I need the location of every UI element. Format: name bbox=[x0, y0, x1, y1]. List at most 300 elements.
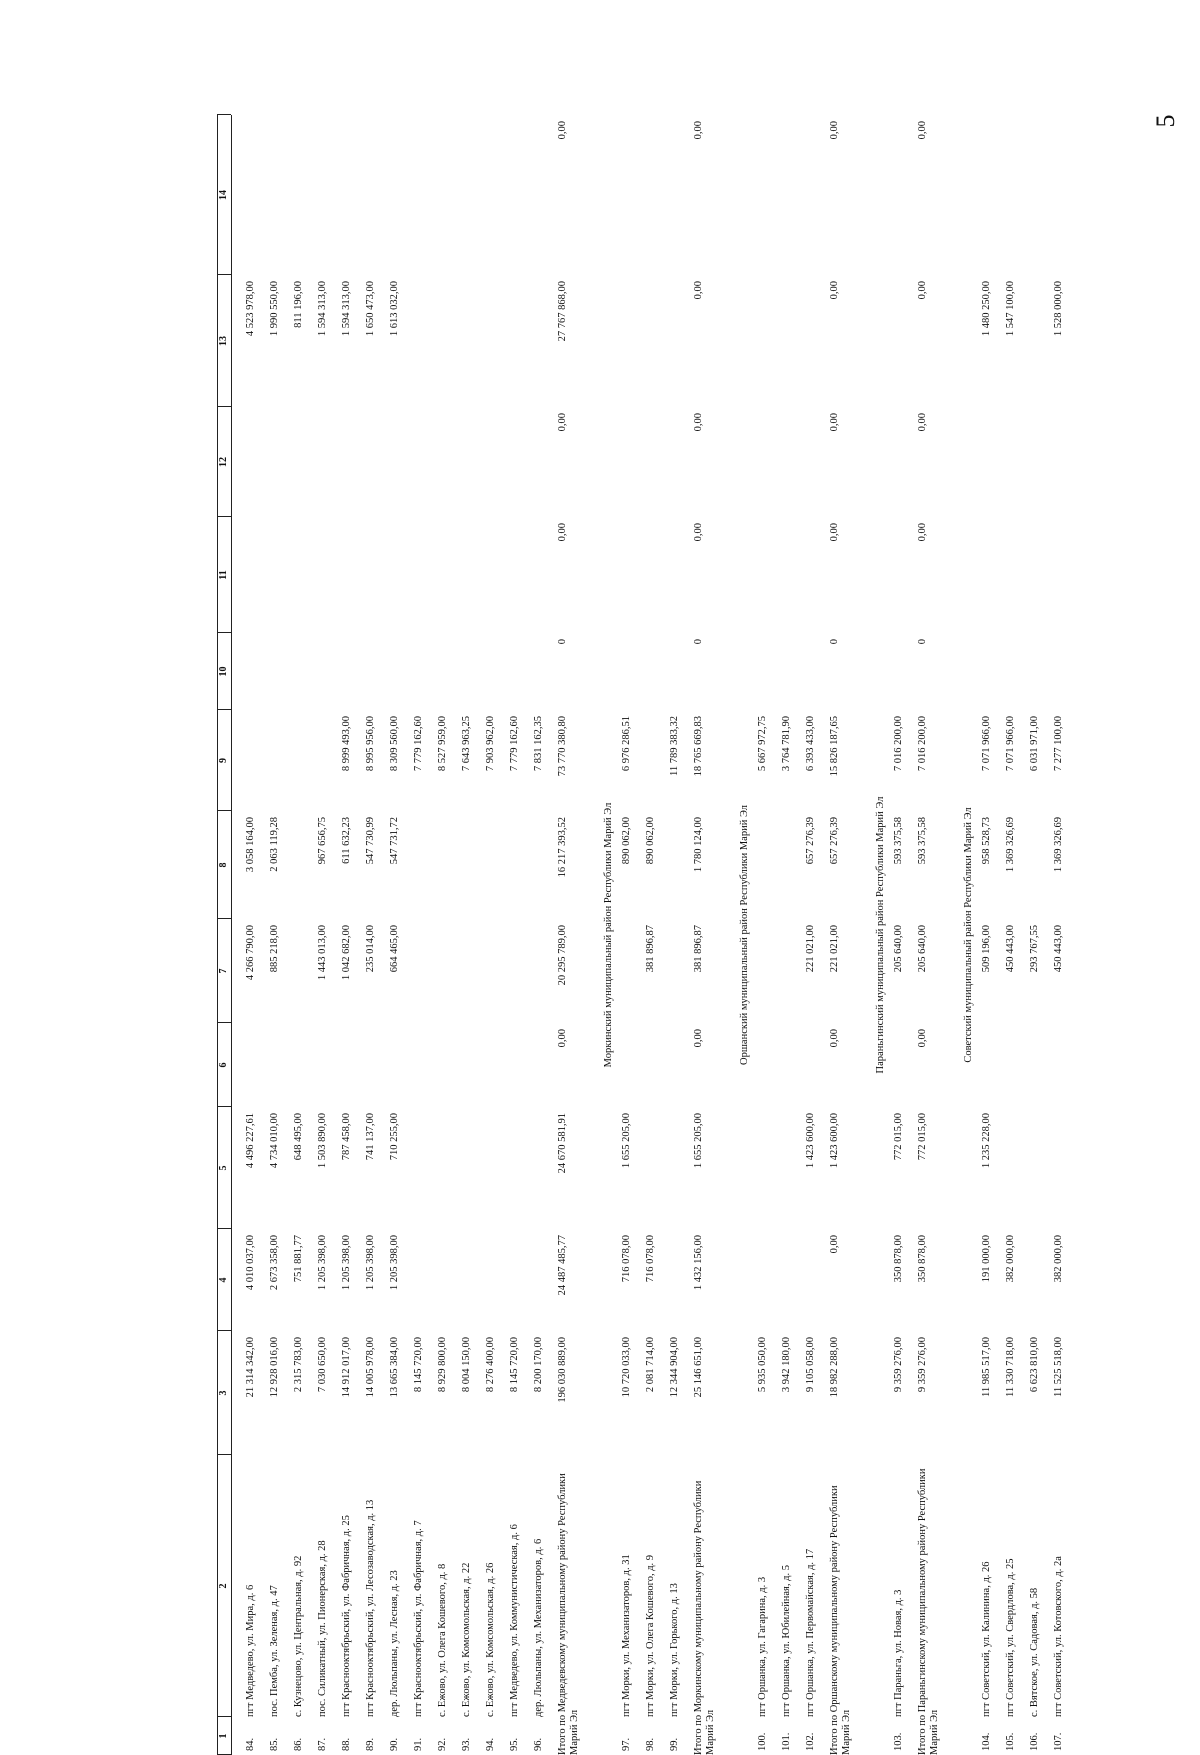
value-cell: 0 bbox=[693, 639, 704, 645]
address-cell: с. Вятское, ул. Садовая, д. 58 bbox=[1029, 1587, 1040, 1717]
value-cell bbox=[981, 115, 1005, 275]
address-cell: пгт Советский, ул. Котовского, д. 2а bbox=[1053, 1556, 1064, 1717]
value-cell: 0,00 bbox=[917, 121, 928, 140]
value-cell: 890 062,00 bbox=[645, 817, 656, 865]
value-cell bbox=[293, 115, 317, 275]
value-cell bbox=[669, 633, 693, 710]
value-cell bbox=[389, 1023, 413, 1107]
address-cell: с. Кузнецово, ул. Центральная, д. 92 bbox=[293, 1555, 304, 1717]
value-cell: 293 767,55 bbox=[1029, 925, 1040, 973]
value-cell: 1 990 550,00 bbox=[269, 281, 280, 337]
value-cell: 4 266 790,00 bbox=[245, 925, 256, 981]
value-cell bbox=[805, 517, 829, 633]
address-cell: пгт Морки, ул. Механизаторов, д. 31 bbox=[621, 1554, 632, 1717]
value-cell bbox=[509, 1107, 533, 1229]
value-cell bbox=[757, 811, 781, 919]
value-cell bbox=[533, 633, 557, 710]
value-cell: 7 071 966,00 bbox=[1005, 716, 1016, 772]
value-cell: 8 309 560,00 bbox=[389, 716, 400, 772]
value-cell: 14 005 978,00 bbox=[365, 1337, 376, 1398]
address-cell: Итого по Оршанскому муниципальному району Республики Марий Эл bbox=[829, 1485, 852, 1755]
value-cell bbox=[245, 1023, 269, 1107]
value-cell bbox=[413, 1023, 437, 1107]
value-cell: 3 942 180,00 bbox=[781, 1337, 792, 1393]
value-cell bbox=[509, 811, 533, 919]
value-cell bbox=[461, 517, 485, 633]
value-cell bbox=[437, 633, 461, 710]
value-cell: 0,00 bbox=[557, 121, 568, 140]
value-cell bbox=[485, 1023, 509, 1107]
value-cell: 716 078,00 bbox=[645, 1235, 656, 1283]
value-cell bbox=[509, 633, 533, 710]
value-cell bbox=[1029, 517, 1053, 633]
value-cell bbox=[461, 811, 485, 919]
value-cell: 772 015,00 bbox=[893, 1113, 904, 1161]
value-cell: 593 375,58 bbox=[917, 817, 928, 865]
value-cell: 12 928 016,00 bbox=[269, 1337, 280, 1398]
total-row bbox=[693, 115, 727, 1755]
value-cell bbox=[389, 115, 413, 275]
value-cell bbox=[645, 407, 669, 517]
value-cell bbox=[981, 1023, 1005, 1107]
column-number: 9 bbox=[218, 758, 229, 763]
value-cell bbox=[645, 517, 669, 633]
address-cell: пгт Советский, ул. Калинина, д. 26 bbox=[981, 1561, 992, 1717]
address-cell: пгт Параньга, ул. Новая, д. 3 bbox=[893, 1589, 904, 1717]
value-cell: 1 655 205,00 bbox=[621, 1113, 632, 1169]
value-cell: 0,00 bbox=[917, 1029, 928, 1048]
value-cell: 21 314 342,00 bbox=[245, 1337, 256, 1398]
page-number: 5 bbox=[1151, 114, 1180, 128]
address-cell: с. Ежово, ул. Комсомольская, д. 22 bbox=[461, 1562, 472, 1717]
value-cell: 381 896,87 bbox=[645, 925, 656, 973]
table-row bbox=[981, 115, 1005, 1755]
address-cell: пгт Медведево, ул. Коммунистическая, д. 6 bbox=[509, 1524, 520, 1717]
value-cell: 6 976 286,51 bbox=[621, 716, 632, 772]
value-cell bbox=[317, 633, 341, 710]
table-row bbox=[757, 115, 781, 1755]
value-cell bbox=[1029, 1229, 1053, 1331]
value-cell bbox=[621, 115, 645, 275]
value-cell bbox=[645, 115, 669, 275]
section-heading: Советский муниципальный район Республики Марий Эл bbox=[963, 807, 974, 1063]
value-cell bbox=[437, 275, 461, 407]
value-cell bbox=[437, 407, 461, 517]
value-cell: 0,00 bbox=[557, 523, 568, 542]
value-cell: 1 613 032,00 bbox=[389, 281, 400, 337]
header-bottom-line bbox=[231, 115, 232, 1755]
value-cell bbox=[757, 633, 781, 710]
value-cell bbox=[669, 919, 693, 1023]
table-row bbox=[1005, 115, 1029, 1755]
value-cell bbox=[317, 407, 341, 517]
address-cell: пгт Морки, ул. Горького, д. 13 bbox=[669, 1583, 680, 1717]
value-cell: 751 881,77 bbox=[293, 1235, 304, 1283]
value-cell bbox=[413, 517, 437, 633]
value-cell bbox=[757, 1229, 781, 1331]
value-cell: 8 995 956,00 bbox=[365, 716, 376, 772]
section-heading: Оршанский муниципальный район Республики Марий Эл bbox=[739, 805, 750, 1065]
value-cell bbox=[413, 1229, 437, 1331]
value-cell: 24 487 485,77 bbox=[557, 1235, 568, 1296]
value-cell bbox=[365, 633, 389, 710]
value-cell bbox=[781, 115, 805, 275]
value-cell bbox=[485, 517, 509, 633]
table-row bbox=[893, 115, 917, 1755]
value-cell: 811 196,00 bbox=[293, 281, 304, 328]
value-cell bbox=[365, 115, 389, 275]
value-cell bbox=[365, 407, 389, 517]
table-row bbox=[437, 115, 461, 1755]
value-cell: 12 344 904,00 bbox=[669, 1337, 680, 1398]
value-cell bbox=[893, 517, 917, 633]
value-cell bbox=[269, 115, 293, 275]
value-cell bbox=[269, 710, 293, 811]
value-cell bbox=[533, 1107, 557, 1229]
address-cell: пгт Морки, ул. Олега Кошевого, д. 9 bbox=[645, 1554, 656, 1717]
value-cell bbox=[461, 1023, 485, 1107]
value-cell: 1 205 398,00 bbox=[317, 1235, 328, 1291]
value-cell: 221 021,00 bbox=[829, 925, 840, 973]
value-cell bbox=[485, 811, 509, 919]
row-number: 106. bbox=[1029, 1732, 1040, 1751]
column-number: 4 bbox=[218, 1277, 229, 1283]
value-cell: 10 720 033,00 bbox=[621, 1337, 632, 1398]
value-cell bbox=[245, 633, 269, 710]
total-row bbox=[917, 115, 951, 1755]
value-cell: 1 369 326,69 bbox=[1005, 817, 1016, 873]
value-cell bbox=[1053, 633, 1077, 710]
value-cell: 3 058 164,00 bbox=[245, 817, 256, 873]
value-cell bbox=[781, 919, 805, 1023]
value-cell bbox=[533, 1023, 557, 1107]
value-cell: 1 423 600,00 bbox=[829, 1113, 840, 1169]
row-number: 94. bbox=[485, 1737, 496, 1751]
value-cell bbox=[461, 115, 485, 275]
value-cell bbox=[485, 633, 509, 710]
value-cell bbox=[893, 633, 917, 710]
value-cell bbox=[341, 115, 365, 275]
address-cell: пгт Оршанка, ул. Гагарина, д. 3 bbox=[757, 1576, 768, 1717]
value-cell bbox=[533, 919, 557, 1023]
table-row bbox=[805, 115, 829, 1755]
value-cell: 450 443,00 bbox=[1053, 925, 1064, 973]
value-cell bbox=[461, 407, 485, 517]
value-cell: 4 496 227,61 bbox=[245, 1113, 256, 1169]
value-cell: 73 770 380,80 bbox=[557, 716, 568, 777]
value-cell: 1 594 313,00 bbox=[317, 281, 328, 337]
address-cell: пгт Краснооктябрьский, ул. Фабричная, д. 25 bbox=[341, 1515, 352, 1717]
row-number: 102. bbox=[805, 1732, 816, 1751]
value-cell bbox=[1029, 115, 1053, 275]
value-cell bbox=[365, 1023, 389, 1107]
value-cell bbox=[245, 710, 269, 811]
value-cell: 710 255,00 bbox=[389, 1113, 400, 1161]
value-cell bbox=[533, 275, 557, 407]
value-cell: 6 031 971,00 bbox=[1029, 716, 1040, 772]
value-cell: 1 205 398,00 bbox=[389, 1235, 400, 1291]
column-number: 2 bbox=[218, 1583, 229, 1589]
value-cell bbox=[781, 275, 805, 407]
value-cell: 7 277 100,00 bbox=[1053, 716, 1064, 772]
value-cell bbox=[1029, 633, 1053, 710]
value-cell bbox=[669, 517, 693, 633]
table-row bbox=[269, 115, 293, 1755]
value-cell bbox=[1005, 1023, 1029, 1107]
value-cell: 11 789 383,32 bbox=[669, 716, 680, 776]
value-cell bbox=[245, 407, 269, 517]
value-cell: 14 912 017,00 bbox=[341, 1337, 352, 1398]
value-cell bbox=[1053, 115, 1077, 275]
address-cell: пгт Оршанка, ул. Юбилейная, д. 5 bbox=[781, 1565, 792, 1717]
section-heading: Моркинский муниципальный район Республики Марий Эл bbox=[603, 802, 614, 1068]
value-cell: 7 030 650,00 bbox=[317, 1337, 328, 1393]
address-cell: с. Ежово, ул. Комсомольская, д. 26 bbox=[485, 1562, 496, 1717]
value-cell: 0,00 bbox=[829, 1029, 840, 1048]
table-row bbox=[621, 115, 645, 1755]
value-cell bbox=[293, 710, 317, 811]
value-cell: 648 495,00 bbox=[293, 1113, 304, 1161]
value-cell: 967 656,75 bbox=[317, 817, 328, 865]
value-cell: 0,00 bbox=[917, 523, 928, 542]
value-cell bbox=[757, 1107, 781, 1229]
value-cell: 3 764 781,90 bbox=[781, 716, 792, 772]
value-cell: 547 731,72 bbox=[389, 817, 400, 865]
value-cell bbox=[413, 115, 437, 275]
value-cell bbox=[509, 919, 533, 1023]
value-cell bbox=[669, 275, 693, 407]
address-cell: дер. Люльпаны, ул. Лесная, д. 23 bbox=[389, 1570, 400, 1717]
row-number: 93. bbox=[461, 1737, 472, 1751]
table-row bbox=[1029, 115, 1053, 1755]
value-cell bbox=[509, 1229, 533, 1331]
value-cell bbox=[781, 811, 805, 919]
value-cell: 350 878,00 bbox=[917, 1235, 928, 1283]
value-cell bbox=[269, 1023, 293, 1107]
value-cell bbox=[781, 517, 805, 633]
value-cell: 25 146 651,00 bbox=[693, 1337, 704, 1398]
value-cell bbox=[621, 919, 645, 1023]
address-cell: пгт Советский, ул. Свердлова, д. 25 bbox=[1005, 1558, 1016, 1717]
value-cell: 235 014,00 bbox=[365, 925, 376, 973]
value-cell bbox=[781, 1229, 805, 1331]
value-cell bbox=[669, 407, 693, 517]
value-cell bbox=[669, 1229, 693, 1331]
value-cell bbox=[757, 517, 781, 633]
value-cell bbox=[1029, 811, 1053, 919]
column-number: 14 bbox=[218, 190, 229, 200]
value-cell: 0 bbox=[917, 639, 928, 645]
address-cell: пос. Силикатный, ул. Пионерская, д. 28 bbox=[317, 1540, 328, 1717]
value-cell: 0,00 bbox=[693, 523, 704, 542]
value-cell bbox=[437, 1107, 461, 1229]
value-cell bbox=[1029, 275, 1053, 407]
value-cell bbox=[509, 517, 533, 633]
value-cell bbox=[293, 1023, 317, 1107]
value-cell bbox=[341, 633, 365, 710]
value-cell bbox=[893, 275, 917, 407]
section-heading: Параньгинский муниципальный район Республики Марий Эл bbox=[875, 796, 886, 1074]
address-cell: Итого по Параньгинскому муниципальному району Республики Марий Эл bbox=[917, 1468, 940, 1755]
address-cell: пгт Краснооктябрьский, ул. Лесозаводская, д. 13 bbox=[365, 1499, 376, 1717]
value-cell: 15 826 187,65 bbox=[829, 716, 840, 777]
value-cell bbox=[437, 517, 461, 633]
value-cell bbox=[533, 811, 557, 919]
value-cell bbox=[781, 1107, 805, 1229]
value-cell: 509 196,00 bbox=[981, 925, 992, 973]
value-cell: 0,00 bbox=[829, 1235, 840, 1254]
value-cell bbox=[245, 115, 269, 275]
value-cell: 0,00 bbox=[829, 281, 840, 300]
value-cell bbox=[413, 1107, 437, 1229]
value-cell bbox=[485, 407, 509, 517]
value-cell bbox=[437, 1229, 461, 1331]
value-cell: 27 767 868,00 bbox=[557, 281, 568, 342]
value-cell bbox=[461, 633, 485, 710]
value-cell bbox=[621, 1023, 645, 1107]
value-cell: 2 315 783,00 bbox=[293, 1337, 304, 1393]
value-cell bbox=[621, 407, 645, 517]
value-cell bbox=[389, 517, 413, 633]
value-cell bbox=[1005, 115, 1029, 275]
value-cell: 0,00 bbox=[693, 413, 704, 432]
value-cell: 221 021,00 bbox=[805, 925, 816, 973]
value-cell bbox=[621, 633, 645, 710]
row-number: 101. bbox=[781, 1732, 792, 1751]
table-row bbox=[413, 115, 437, 1755]
row-number: 89. bbox=[365, 1737, 376, 1751]
column-number: 6 bbox=[218, 1062, 229, 1068]
value-cell: 611 632,23 bbox=[341, 817, 352, 864]
value-cell bbox=[413, 633, 437, 710]
value-cell bbox=[981, 407, 1005, 517]
value-cell bbox=[461, 275, 485, 407]
table-row bbox=[1053, 115, 1077, 1755]
value-cell: 1 547 100,00 bbox=[1005, 281, 1016, 337]
value-cell bbox=[533, 407, 557, 517]
value-cell: 1 655 205,00 bbox=[693, 1113, 704, 1169]
table-row bbox=[389, 115, 413, 1755]
value-cell bbox=[645, 1107, 669, 1229]
value-cell: 1 042 682,00 bbox=[341, 925, 352, 981]
column-number: 13 bbox=[218, 336, 229, 346]
value-cell: 1 205 398,00 bbox=[365, 1235, 376, 1291]
value-cell: 7 779 162,60 bbox=[413, 716, 424, 772]
value-cell bbox=[757, 115, 781, 275]
row-number: 96. bbox=[533, 1737, 544, 1751]
total-row bbox=[829, 115, 863, 1755]
value-cell bbox=[645, 1023, 669, 1107]
address-cell: пос. Пемба, ул. Зеленая, д. 47 bbox=[269, 1585, 280, 1717]
value-cell bbox=[269, 407, 293, 517]
value-cell bbox=[757, 275, 781, 407]
value-cell bbox=[1029, 1023, 1053, 1107]
value-cell bbox=[461, 1107, 485, 1229]
value-cell: 8 200 170,00 bbox=[533, 1337, 544, 1393]
value-cell: 8 145 720,00 bbox=[509, 1337, 520, 1393]
value-cell: 4 010 037,00 bbox=[245, 1235, 256, 1291]
column-number: 3 bbox=[218, 1390, 229, 1396]
value-cell: 196 030 889,00 bbox=[557, 1337, 568, 1403]
value-cell bbox=[645, 633, 669, 710]
value-cell bbox=[389, 633, 413, 710]
value-cell bbox=[1005, 407, 1029, 517]
value-cell bbox=[893, 1023, 917, 1107]
value-cell bbox=[533, 115, 557, 275]
value-cell: 4 734 010,00 bbox=[269, 1113, 280, 1169]
value-cell: 350 878,00 bbox=[893, 1235, 904, 1283]
value-cell: 7 903 962,00 bbox=[485, 716, 496, 772]
address-cell: Итого по Медведевскому муниципальному району Республики Марий Эл bbox=[557, 1473, 580, 1755]
value-cell: 6 393 433,00 bbox=[805, 716, 816, 772]
table-row bbox=[365, 115, 389, 1755]
value-cell: 0,00 bbox=[917, 281, 928, 300]
value-cell bbox=[317, 115, 341, 275]
row-number: 100. bbox=[757, 1732, 768, 1751]
value-cell: 1 480 250,00 bbox=[981, 281, 992, 337]
value-cell: 8 276 400,00 bbox=[485, 1337, 496, 1393]
value-cell bbox=[293, 919, 317, 1023]
value-cell bbox=[413, 275, 437, 407]
value-cell: 741 137,00 bbox=[365, 1113, 376, 1161]
value-cell: 7 016 200,00 bbox=[893, 716, 904, 772]
row-number: 103. bbox=[893, 1732, 904, 1751]
value-cell: 0,00 bbox=[829, 413, 840, 432]
value-cell bbox=[365, 517, 389, 633]
value-cell: 24 670 581,91 bbox=[557, 1113, 568, 1174]
value-cell: 547 730,99 bbox=[365, 817, 376, 865]
value-cell bbox=[437, 811, 461, 919]
column-number: 8 bbox=[218, 862, 229, 868]
value-cell bbox=[269, 633, 293, 710]
column-number: 10 bbox=[218, 666, 229, 677]
table-row bbox=[317, 115, 341, 1755]
value-cell: 664 465,00 bbox=[389, 925, 400, 973]
value-cell bbox=[341, 1023, 365, 1107]
row-number: 87. bbox=[317, 1737, 328, 1751]
value-cell bbox=[645, 275, 669, 407]
value-cell bbox=[461, 1229, 485, 1331]
value-cell bbox=[509, 407, 533, 517]
value-cell: 450 443,00 bbox=[1005, 925, 1016, 973]
value-cell bbox=[805, 1023, 829, 1107]
row-number: 85. bbox=[269, 1737, 280, 1751]
value-cell: 716 078,00 bbox=[621, 1235, 632, 1283]
value-cell bbox=[293, 811, 317, 919]
value-cell bbox=[437, 115, 461, 275]
value-cell bbox=[805, 633, 829, 710]
value-cell bbox=[981, 517, 1005, 633]
value-cell: 4 523 978,00 bbox=[245, 281, 256, 337]
value-cell: 1 432 156,00 bbox=[693, 1235, 704, 1291]
row-number: 105. bbox=[1005, 1732, 1016, 1751]
value-cell: 7 831 162,35 bbox=[533, 716, 544, 772]
value-cell bbox=[1029, 407, 1053, 517]
value-cell: 958 528,73 bbox=[981, 817, 992, 865]
table-row bbox=[645, 115, 669, 1755]
value-cell: 1 443 013,00 bbox=[317, 925, 328, 981]
value-cell bbox=[1053, 517, 1077, 633]
value-cell: 7 779 162,60 bbox=[509, 716, 520, 772]
value-cell: 2 081 714,00 bbox=[645, 1337, 656, 1393]
value-cell bbox=[757, 407, 781, 517]
row-number: 95. bbox=[509, 1737, 520, 1751]
table-row bbox=[509, 115, 533, 1755]
value-cell: 0,00 bbox=[693, 281, 704, 300]
value-cell bbox=[293, 633, 317, 710]
value-cell: 205 640,00 bbox=[917, 925, 928, 973]
value-cell bbox=[389, 407, 413, 517]
